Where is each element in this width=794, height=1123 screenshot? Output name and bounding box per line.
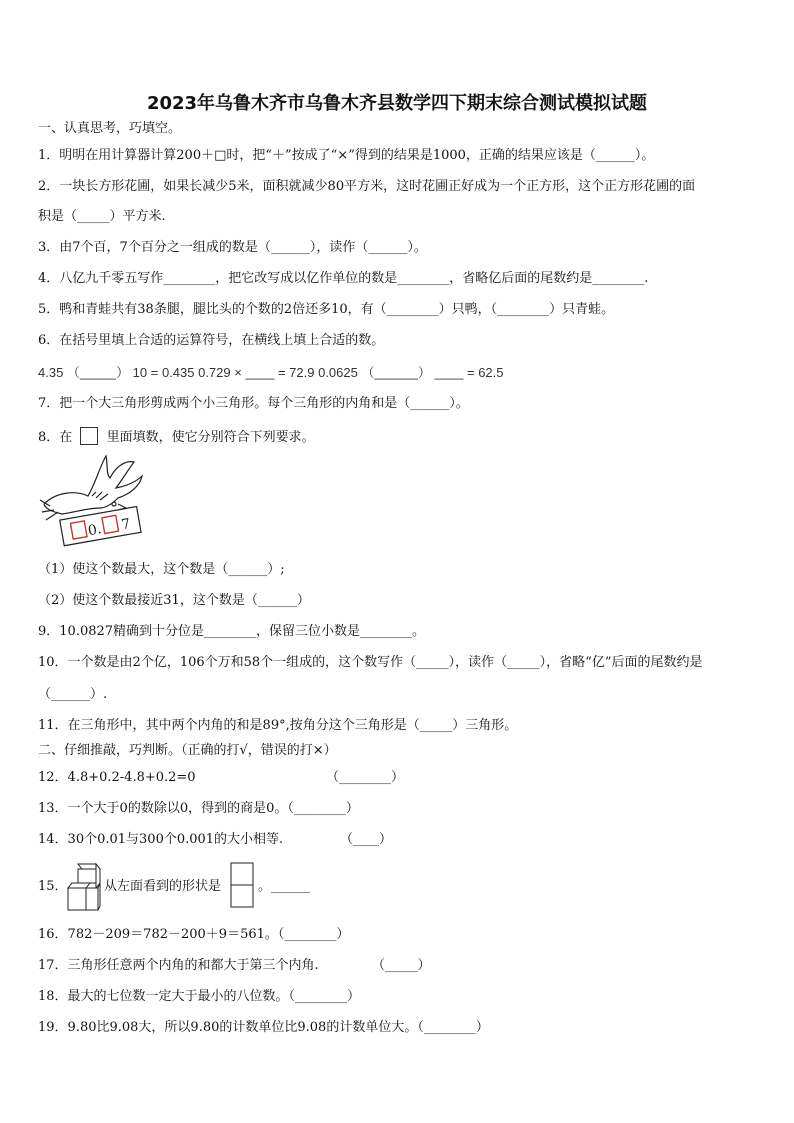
question-19: 19．9.80比9.08大，所以9.80的计数单位比9.08的计数单位大。（________） (38, 1020, 489, 1035)
question-14: 14．30个0.01与300个0.001的大小相等. (38, 832, 284, 847)
page-title: 2023年乌鲁木齐市乌鲁木齐县数学四下期末综合测试模拟试题 (146, 93, 648, 114)
question-18: 18．最大的七位数一定大于最小的八位数。（________） (38, 989, 361, 1004)
question-8-suffix: 里面填数，使它分别符合下列要求。 (106, 430, 315, 445)
question-4: 4．八亿九千零五写作________，把它改写成以亿作单位的数是________，省略亿后面的尾数约是________. (38, 271, 649, 286)
question-2-line1: 2．一块长方形花圃，如果长减少5米，面积就减少80平方米，这时花圃正好成为一个正方形，这个正方形花圃的面 (38, 179, 696, 194)
question-8-prefix: 8．在 (38, 430, 73, 445)
bird-card-illustration (36, 452, 156, 552)
question-16: 16．782－209＝782－200＋9＝561。（________） (38, 927, 350, 942)
question-1: 1．明明在用计算器计算200＋□时，把“＋”按成了“×”得到的结果是1000，正确的结果应该是（______）。 (38, 148, 655, 163)
question-7: 7．把一个大三角形剪成两个小三角形。每个三角形的内角和是（______）。 (38, 396, 469, 411)
bird-feathers (92, 492, 108, 500)
empty-square-icon (80, 427, 98, 445)
left-view-icon (230, 862, 254, 908)
question-8 (38, 427, 315, 446)
question-6-expressions: 4.35 （_____） 10 = 0.435 0.729 × ____ = 72.9 0.0625 （______） ____ = 62.5 (38, 365, 504, 380)
section-1-heading: 一、认真思考，巧填空。 (38, 121, 182, 136)
question-6: 6．在括号里填上合适的运算符号，在横线上填上合适的数。 (38, 333, 385, 348)
question-10-line1: 10．一个数是由2个亿，106个万和58个一组成的，这个数写作（_____），读作（_____），省略“亿”后面的尾数约是 (38, 655, 703, 670)
question-9: 9．10.0827精确到十分位是________，保留三位小数是________。 (38, 624, 426, 639)
question-8-part-2: （2）使这个数最接近31，这个数是（______） (38, 593, 310, 608)
question-2-line2: 积是（_____）平方米. (38, 209, 166, 224)
question-13: 13．一个大于0的数除以0，得到的商是0。（________） (38, 801, 359, 816)
question-15-number: 15． (38, 879, 68, 894)
question-12: 12．4.8+0.2-4.8+0.2=0 (38, 770, 196, 785)
question-15-blank: 。______ (258, 879, 311, 894)
question-5: 5．鸭和青蛙共有38条腿，腿比头的个数的2倍还多10，有（________）只鸭，（________）只青蛙。 (38, 302, 615, 317)
card-digit-mid: 0. (86, 521, 103, 540)
question-8-part-1: （1）使这个数最大，这个数是（______）; (38, 562, 285, 577)
question-17-blank: （_____） (372, 958, 431, 973)
bird-body (44, 456, 142, 514)
card-digit-end: 7 (120, 516, 132, 534)
question-11: 11．在三角形中，其中两个内角的和是89°,按角分这个三角形是（_____）三角形。 (38, 718, 518, 733)
question-14-blank: （____） (340, 832, 393, 847)
question-12-blank: （________） (326, 770, 405, 785)
question-15-text: 从左面看到的形状是 (104, 879, 222, 894)
question-10-line2: （______）. (38, 687, 108, 702)
question-3: 3．由7个百，7个百分之一组成的数是（______），读作（______）。 (38, 240, 427, 255)
cube-stack-icon (66, 862, 102, 912)
section-2-heading: 二、仔细推敲，巧判断。（正确的打√，错误的打×） (38, 743, 337, 758)
question-17: 17．三角形任意两个内角的和都大于第三个内角. (38, 958, 319, 973)
bird-eye (112, 502, 116, 506)
